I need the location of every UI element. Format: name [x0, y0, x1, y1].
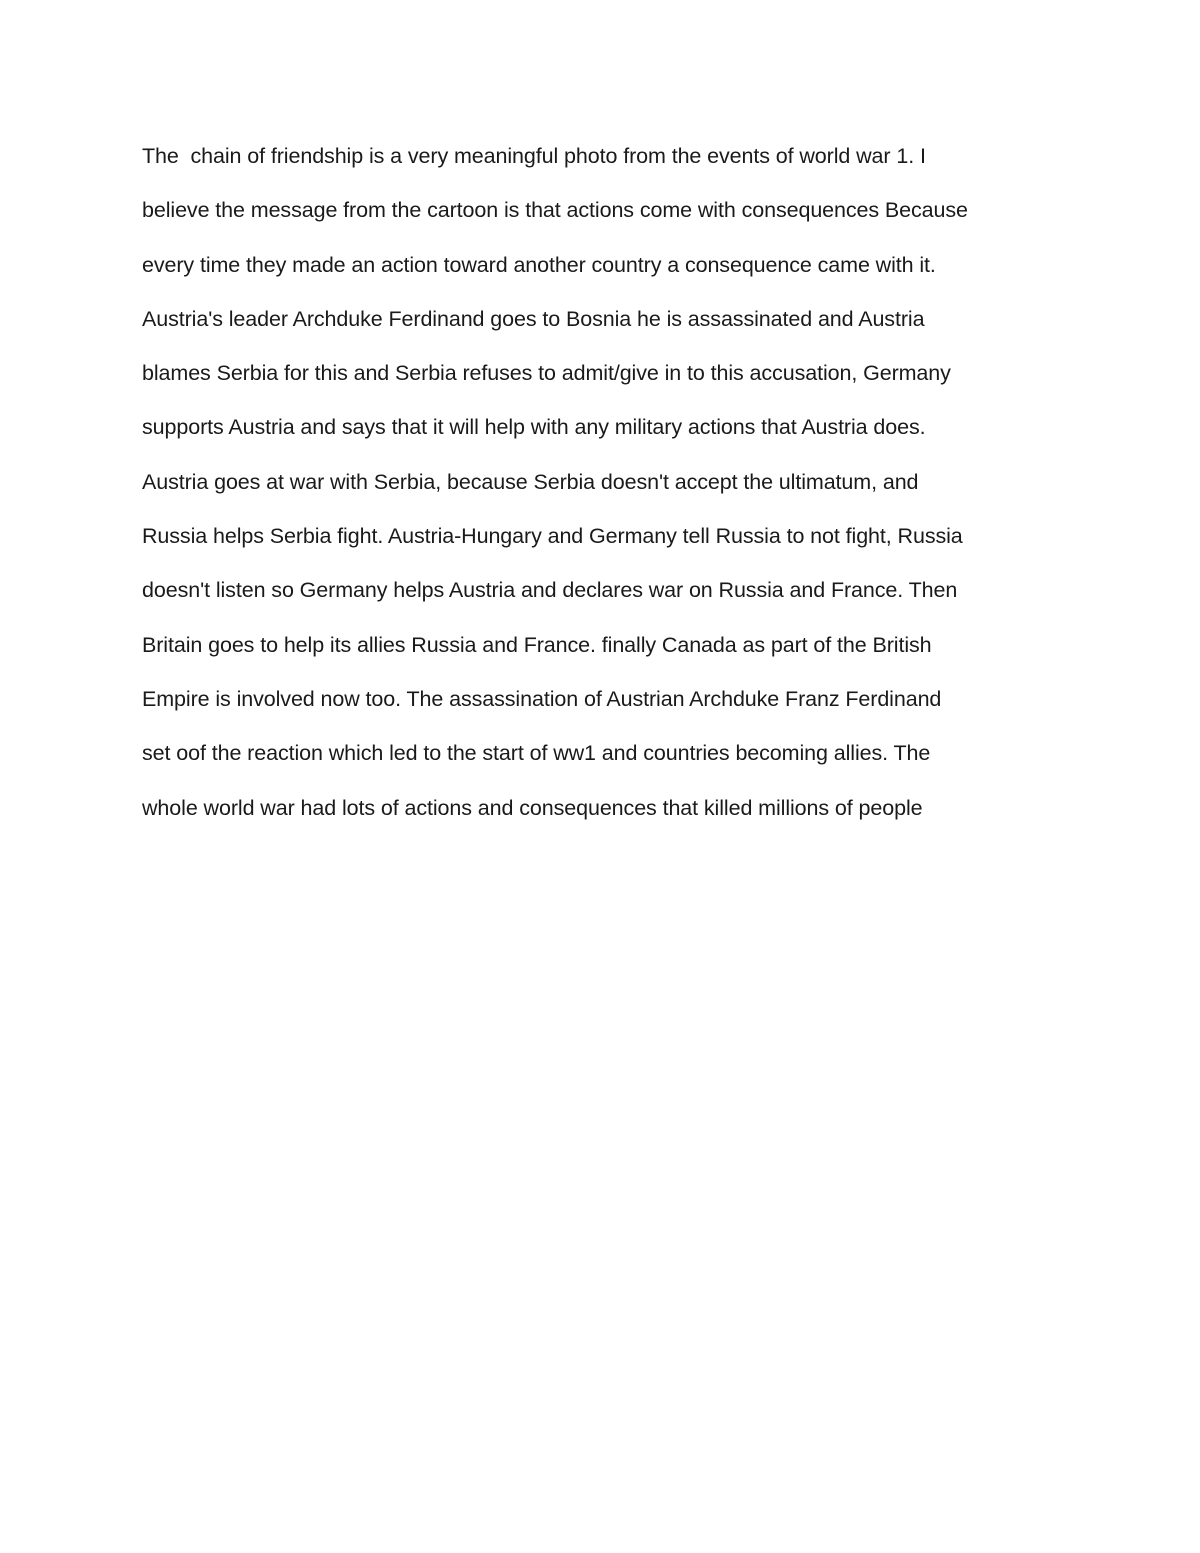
paragraph-line-1: The chain of friendship is a very meaningful photo from the events of world war 1. I	[142, 144, 926, 168]
paragraph-line-11: Empire is involved now too. The assassination of Austrian Archduke Franz Ferdinand	[142, 686, 942, 711]
paragraph-line-8: Russia helps Serbia fight. Austria-Hungary and Germany tell Russia to not fight, Russia	[142, 524, 963, 549]
paragraph-line-4: Austria's leader Archduke Ferdinand goes to Bosnia he is assassinated and Austria	[142, 306, 925, 331]
paragraph-line-12: set oof the reaction which led to the start of ww1 and countries becoming allies. The	[142, 741, 931, 766]
paragraph-line-9: doesn't listen so Germany helps Austria and declares war on Russia and France. Then	[142, 578, 958, 603]
paragraph-line-6: supports Austria and says that it will help with any military actions that Austria does.	[142, 415, 926, 440]
paragraph-line-5: blames Serbia for this and Serbia refuses to admit/give in to this accusation, Germany	[142, 361, 951, 386]
paragraph-line-13: whole world war had lots of actions and consequences that killed millions of people	[142, 795, 923, 820]
paragraph-line-3: every time they made an action toward another country a consequence came with it.	[142, 252, 936, 277]
paragraph-line-10: Britain goes to help its allies Russia and France. finally Canada as part of the British	[142, 632, 932, 657]
essay-paragraph	[142, 138, 1142, 844]
paragraph-line-2: believe the message from the cartoon is that actions come with consequences Because	[142, 198, 968, 223]
paragraph-line-7: Austria goes at war with Serbia, because Serbia doesn't accept the ultimatum, and	[142, 469, 919, 494]
